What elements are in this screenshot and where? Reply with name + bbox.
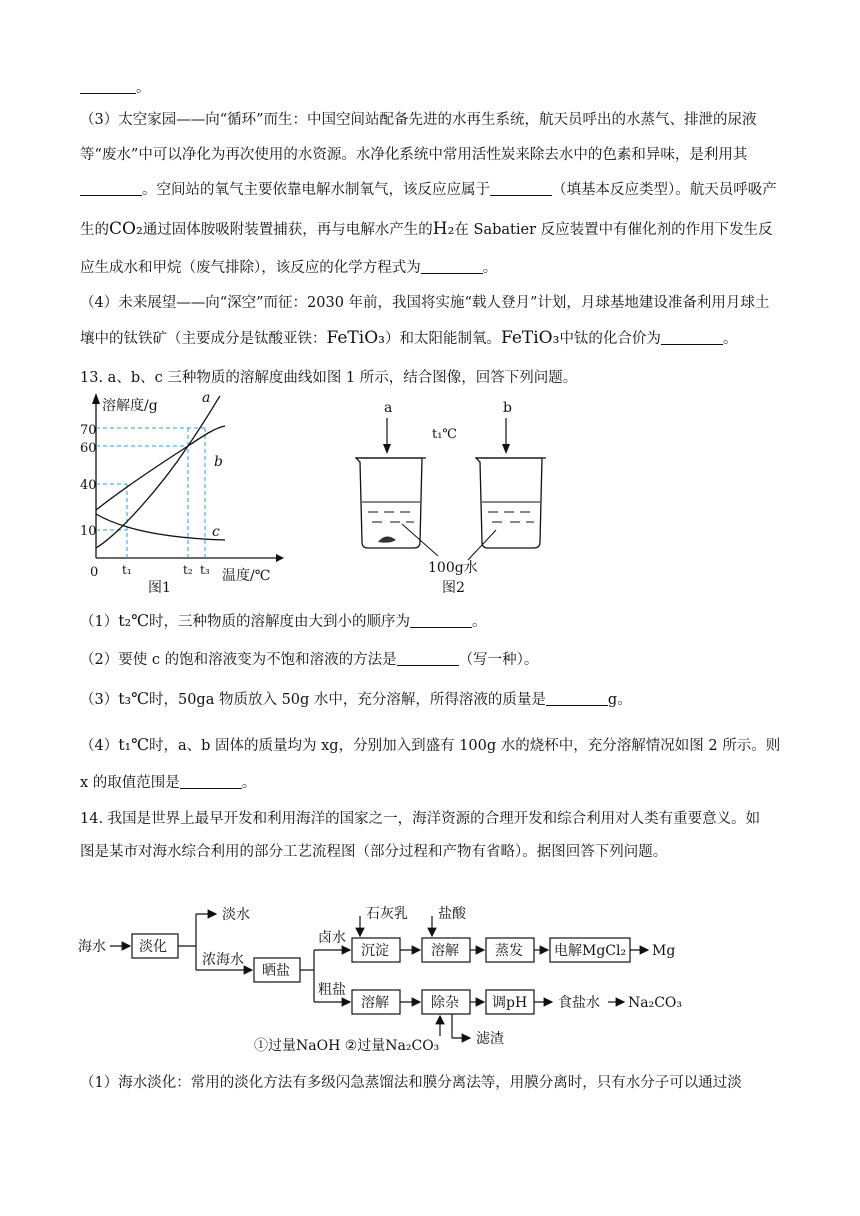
label-precipitation: 沉淀	[361, 943, 389, 959]
curve-a	[96, 396, 220, 548]
answer-blank[interactable]	[80, 79, 136, 95]
label-seawater: 海水	[78, 939, 106, 955]
label-desal: 淡化	[139, 939, 167, 955]
y-tick-10: 10	[80, 524, 97, 539]
q12-part3-line5: 应生成水和甲烷（废气排除），该反应的化学方程式为 。	[80, 260, 498, 276]
q13-stem: 13. a、b、c 三种物质的溶解度曲线如图 1 所示，结合图像，回答下列问题。	[80, 370, 578, 386]
label-residue: 滤渣	[476, 1031, 504, 1047]
q14-stem-line2: 图是某市对海水综合利用的部分工艺流程图（部分过程和产物有省略）。据图回答下列问题。	[80, 844, 668, 860]
seawater-process-flowchart	[78, 900, 718, 1060]
q12-part4-line2: 壤中的钛铁矿（主要成分是钛酸亚铁：FeTiO₃）和太阳能制氧。FeTiO₃中钛的化合价为 。	[80, 328, 738, 348]
arrow-down-icon	[502, 444, 510, 454]
curve-label-a: a	[202, 390, 211, 406]
label-adjust-ph: 调pH	[492, 995, 528, 1011]
label-na2co3-product: Na₂CO₃	[628, 995, 683, 1011]
q13-part4-line2: x 的取值范围是 。	[80, 775, 257, 791]
label-dissolve-1: 溶解	[431, 943, 459, 959]
curve-label-b: b	[214, 454, 223, 470]
label-purify: 除杂	[431, 995, 459, 1011]
answer-blank[interactable]	[490, 181, 552, 197]
q12-part3-line1: （3）太空家园——向“循环”而生：中国空间站配备先进的水再生系统，航天员呼出的水蒸气、排泄的尿液	[80, 112, 757, 128]
q12-part3-line4: 生的CO₂通过固体胺吸附装置捕获，再与电解水产生的H₂在 Sabatier 反应装置中有催化剂的作用下发生反	[80, 219, 773, 239]
arrow-down-icon	[383, 444, 391, 454]
answer-blank[interactable]	[397, 651, 459, 667]
answer-blank[interactable]	[661, 330, 723, 346]
answer-blank[interactable]	[180, 774, 242, 790]
y-axis-arrow	[92, 393, 100, 404]
y-axis-label: 溶解度/g	[102, 398, 158, 414]
x-axis-arrow	[276, 554, 284, 562]
q14-part1-line1: （1）海水淡化：常用的淡化方法有多级闪急蒸馏法和膜分离法等，用膜分离时，只有水分子可以通过淡	[80, 1075, 742, 1091]
label-hcl: 盐酸	[438, 906, 466, 922]
x-axis-label: 温度/℃	[222, 568, 271, 584]
answer-blank[interactable]	[410, 613, 472, 629]
label-reagents: ①过量NaOH ②过量Na₂CO₃	[254, 1038, 440, 1054]
label-bittern: 卤水	[318, 930, 346, 946]
figure-2-caption: 图2	[442, 580, 465, 596]
curve-label-c: c	[212, 524, 220, 540]
beaker-figure	[350, 392, 560, 598]
temperature-label: t₁℃	[432, 427, 457, 442]
label-lime-milk: 石灰乳	[366, 906, 408, 922]
y-tick-40: 40	[80, 478, 97, 493]
q14-stem-line1: 14. 我国是世界上最早开发和利用海洋的国家之一，海洋资源的合理开发和综合利用对人类有重要意义。如	[80, 811, 761, 827]
formula-h2: H₂	[432, 219, 455, 239]
label-brine: 浓海水	[202, 952, 244, 968]
q12-part3-line3: 。空间站的氧气主要依靠电解水制氧气，该反应应属于 （填基本反应类型）。航天员呼吸产	[80, 178, 777, 199]
x-tick-t1: t₁	[122, 563, 132, 577]
label-crude-salt: 粗盐	[318, 982, 346, 998]
answer-blank[interactable]	[546, 691, 608, 707]
answer-line-0: 。	[80, 76, 151, 97]
q13-part3: （3）t₃℃时，50ga 物质放入 50g 水中，充分溶解，所得溶液的质量是 g。	[80, 689, 632, 708]
origin-label: 0	[90, 565, 99, 580]
solubility-curve-figure	[80, 388, 290, 598]
undissolved-solid	[378, 536, 396, 542]
figure-1-caption: 图1	[148, 580, 171, 596]
q13-part2: （2）要使 c 的饱和溶液变为不饱和溶液的方法是 （写一种）。	[80, 652, 539, 668]
q13-part1: （1）t₂℃时，三种物质的溶解度由大到小的顺序为 。	[80, 611, 487, 630]
y-tick-70: 70	[80, 423, 97, 438]
q12-part3-line2: 等“废水”中可以净化为再次使用的水资源。水净化系统中常用活性炭来除去水中的色素和异味，是利用其	[80, 147, 748, 163]
beaker-a	[356, 458, 422, 548]
label-salt-drying: 晒盐	[262, 963, 290, 979]
label-evaporation: 蒸发	[495, 943, 523, 959]
curve-b	[96, 426, 225, 510]
beaker-b	[476, 458, 542, 548]
x-tick-t2: t₂	[183, 563, 193, 577]
water-label: 100g水	[428, 560, 478, 576]
beaker-label-b: b	[503, 400, 512, 416]
label-dissolve-2: 溶解	[361, 995, 389, 1011]
q13-part4-line1: （4）t₁℃时，a、b 固体的质量均为 xg，分别加入到盛有 100g 水的烧杯中，充分溶解情况如图 2 所示。则	[80, 735, 781, 754]
y-tick-60: 60	[80, 441, 97, 456]
label-mg: Mg	[652, 943, 676, 959]
q12-part4-line1: （4）未来展望——向“深空”而征：2030 年前，我国将实施“载人登月”计划，月球基地建设准备利用月球土	[80, 295, 770, 311]
formula-co2: CO₂	[109, 219, 143, 239]
label-freshwater: 淡水	[222, 907, 250, 923]
answer-blank[interactable]	[421, 259, 483, 275]
label-electrolysis: 电解MgCl₂	[554, 943, 627, 959]
curve-c	[96, 514, 225, 540]
x-tick-t3: t₃	[200, 563, 210, 577]
answer-blank[interactable]	[80, 181, 142, 197]
formula-fetio3: FeTiO₃	[326, 328, 385, 348]
label-brine-salt: 食盐水	[558, 995, 600, 1011]
dashed-guides	[96, 428, 205, 558]
beaker-label-a: a	[384, 400, 393, 416]
formula-fetio3: FeTiO₃	[500, 328, 560, 348]
